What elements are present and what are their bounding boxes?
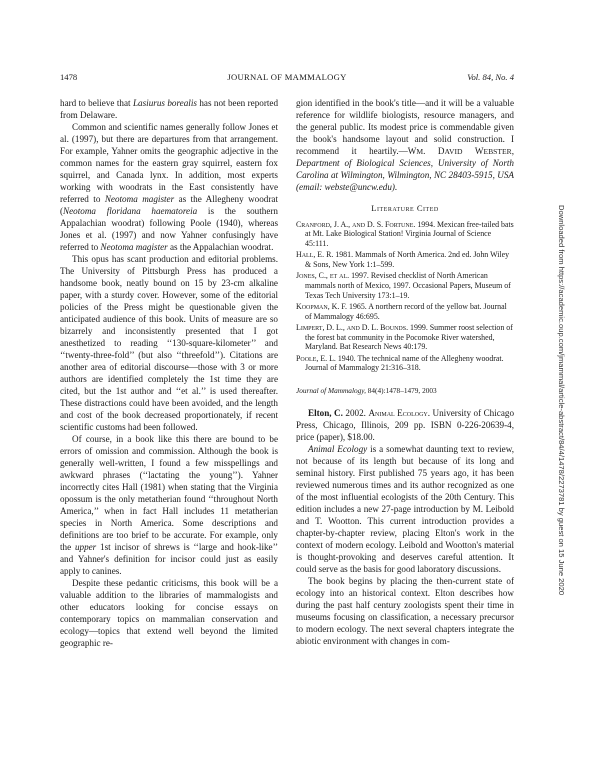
- paragraph: Animal Ecology is a somewhat daunting text to review, not because of its length but because of its long and seminal history. First published 75 years ago, it has been reviewed numerous times and its author recognized as one of the most influential ecologists of the 20th Century. This edition includes a new 27-page introduction by M. Leibold and T. Wootton. This current introduction provides a chapter-by-chapter review, placing Elton's work in the context of modern ecology. Leibold and Wootton's material is thought-provoking and deserves careful attention. It could serve as the basis for good laboratory discussions.: [296, 444, 514, 574]
- reference-authors: Poole, E. L.: [296, 353, 336, 363]
- reference-text: 1997. Revised checklist of North American mammals north of Mexico, 1997. Occasional Papers, Museum of Texas Tech University 173:1–19.: [305, 271, 511, 300]
- review-ending: gion identified in the book's title—and it will be a valuable reference for wildlife biologists, resource managers, and the general public. Its modest price is commendable given the book's handsome layout and solid construction. I recommend it heartily.—: [296, 98, 514, 156]
- right-column: [296, 98, 514, 648]
- book-citation: [296, 408, 514, 444]
- reference-entry: [296, 250, 514, 269]
- reference-entry: [296, 354, 514, 373]
- paragraph: Of course, in a book like this there are bound to be errors of omission and commission. Although the book is generally well-written, I found a few misspellings and awkward phrases (‘‘lactating the young’’). Yahner incorrectly cites Hall (1981) when stating that the Virginia opossum is the only metatherian found ‘‘throughout North America,’’ when in fact Hall includes 11 metatherian species in North America. Some descriptions and definitions are too brief to be accurate. For example, only the upper 1st incisor of shrews is ‘‘large and hook-like’’ and Yahner's definition for incisor could just as easily apply to canines.: [60, 434, 278, 576]
- book-year: 2002.: [342, 408, 369, 419]
- left-column: [60, 98, 278, 650]
- paragraph: Common and scientific names generally follow Jones et al. (1997), but there are departures from that arrangement. For example, Yahner omits the geographic adjective in the common names for the eastern gray squirrel, eastern fox squirrel, and Canada lynx. In addition, most experts working with woodrats in the East consistently have referred to Neotoma magister as the Allegheny woodrat (Neotoma floridana haematoreia is the southern Appalachian woodrat) following Poole (1940), whereas Jones et al. (1997) and now Yahner confusingly have referred to Neotoma magister as the Appalachian woodrat.: [60, 122, 278, 252]
- download-watermark: [556, 205, 568, 625]
- citation-volume: 84(4):1478–1479, 2003: [365, 386, 437, 396]
- volume-issue: Vol. 84, No. 4: [467, 72, 514, 82]
- running-header: [60, 72, 514, 86]
- page-number: 1478: [60, 72, 78, 82]
- citation-journal: Journal of Mammalogy,: [296, 386, 366, 396]
- paragraph: Despite these pedantic criticisms, this book will be a valuable addition to the libraries of mammalogists and other educators looking for concise essays on contemporary topics on mammalian conservation and ecology—topics that extend well beyond the limited geographic re-: [60, 578, 278, 648]
- reference-text: 1999. Summer roost selection of the forest bat community in the Pocomoke River watershed, Maryland. Bat Research News 40:179.: [305, 322, 513, 352]
- paragraph: [296, 98, 514, 194]
- article-citation: [296, 385, 514, 397]
- book-details: University of Chicago Press, Chicago, Illinois, 209 pp. ISBN 0-226-20639-4, price (paper), $18.00.: [296, 408, 515, 442]
- reference-entry: [296, 220, 514, 249]
- reference-authors: Jones, C., et al.: [296, 271, 350, 281]
- reference-authors: Cranford, J. A., and D. S. Fortune.: [296, 219, 416, 229]
- book-author: Elton, C.: [308, 408, 343, 419]
- paragraph: The book begins by placing the then-current state of ecology into an historical context. Elton describes how during the past half century zoologists spent their time in museums focusing on classification, a necessary precursor to modern ecology. The next several chapters integrate the abiotic environment with changes in com-: [296, 576, 514, 647]
- reference-authors: Hall, E. R.: [296, 250, 334, 260]
- reference-text: 1994. Mexican free-tailed bats at Mt. Lake Biological Station! Virginia Journal of Science 45:111.: [305, 219, 514, 248]
- literature-cited-heading: Literature Cited: [371, 202, 439, 213]
- reference-text: 1965. A northern record of the yellow bat. Journal of Mammalogy 46:695.: [305, 301, 507, 321]
- reference-entry: [296, 302, 514, 321]
- journal-title: JOURNAL OF MAMMALOGY: [227, 72, 347, 82]
- paragraph: hard to believe that Lasiurus borealis has not been reported from Delaware.: [60, 98, 279, 120]
- paragraph: This opus has scant production and editorial problems. The University of Pittsburgh Press has produced a handsome book, neatly bound on 15 by 23-cm alkaline paper, with a sturdy cover. However, some of the editorial policies of the Press might be questionable given the anticipated audience of this book. Units of measure are so bizarrely and inconsistently presented that I got anesthetized to reading ‘‘130-square-kilometer’’ and ‘‘twenty-three-fold’’ (but also ‘‘threefold’’). Citations are another area of editorial discourse—those with 3 or more authors are identified completely the 1st time they are cited, but the 1st author and ‘‘et al.’’ is used thereafter. These distractions could have been avoided, and the length and cost of the book decreased proportionately, if recent scientific customs had been followed.: [60, 254, 278, 432]
- reference-text: 1981. Mammals of North America. 2nd ed. John Wiley & Sons, New York 1:1–599.: [305, 250, 510, 269]
- reference-authors: Koopman, K. F.: [296, 301, 348, 311]
- reference-entry: [296, 323, 514, 352]
- reviewer-signature: WM. DAVID WEBSTER, Department of Biological Sciences, University of North Carolina at Wilmington, Wilmington, NC 28403-5915, USA (email: webste@uncw.edu).: [296, 145, 514, 192]
- reference-authors: Limpert, D. L., and D. L. Bounds.: [296, 322, 409, 332]
- book-title: Animal Ecology.: [368, 408, 431, 419]
- reference-entry: [296, 271, 514, 300]
- reference-text: 1940. The technical name of the Allegheny woodrat. Journal of Mammalogy 21:316–318.: [305, 353, 504, 373]
- download-notice: Downloaded from https://academic.oup.com/jmammal/article-abstract/84/4/1478/2273781 by guest on 15 June 2020: [557, 205, 566, 596]
